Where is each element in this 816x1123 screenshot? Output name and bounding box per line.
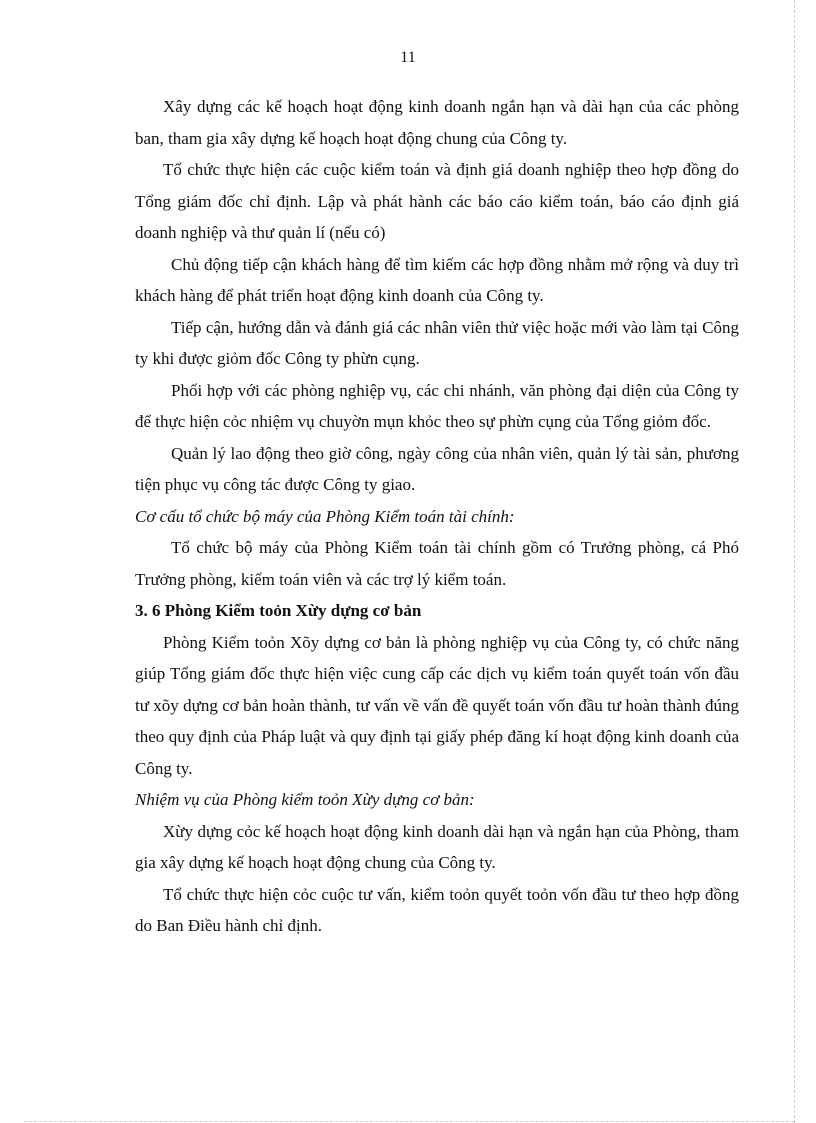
paragraph-5: Phối hợp với các phòng nghiệp vụ, các chi nhánh, văn phòng đại diện của Công ty để thực hiện cỏc nhiệm vụ chuyờn mụn khỏc theo sự phừn cụng của Tổng giỏm đốc. [135,380,739,431]
section-heading-3-6: 3. 6 Phòng Kiểm toỏn Xừy dựng cơ bản [135,601,422,620]
section-subheading-structure: Cơ cấu tổ chức bộ máy của Phòng Kiểm toán tài chính: [135,506,515,526]
page-number: 11 [400,49,416,66]
page-margin-guide-right [794,0,795,1123]
section-subheading-duties: Nhiệm vụ của Phòng kiểm toỏn Xừy dựng cơ bản: [135,790,475,809]
paragraph-3: Chủ động tiếp cận khách hàng để tìm kiếm các hợp đồng nhằm mở rộng và duy trì khách hàng để phát triển hoạt động kinh doanh của Công ty. [135,254,739,305]
document-body [135,91,739,942]
paragraph-1: Xây dựng các kế hoạch hoạt động kinh doanh ngắn hạn và dài hạn của các phòng ban, tham gia xây dựng kế hoạch hoạt động chung của Công ty. [135,97,739,148]
page-margin-guide-bottom [24,1121,794,1122]
paragraph-6: Quản lý lao động theo giờ công, ngày công của nhân viên, quản lý tài sản, phương tiện phục vụ công tác được Công ty giao. [135,443,739,494]
paragraph-9: Xừy dựng cỏc kế hoạch hoạt động kinh doanh dài hạn và ngắn hạn của Phòng, tham gia xây dựng kế hoạch hoạt động chung của Công ty. [135,821,739,872]
paragraph-7: Tổ chức bộ máy của Phòng Kiểm toán tài chính gồm có Trưởng phòng, cá Phó Trưởng phòng, kiểm toán viên và các trợ lý kiểm toán. [135,538,739,589]
paragraph-8: Phòng Kiểm toỏn Xõy dựng cơ bản là phòng nghiệp vụ của Công ty, có chức năng giúp Tổng giám đốc thực hiện việc cung cấp các dịch vụ kiểm toán quyết toán vốn đầu tư xõy dựng cơ bản hoàn thành, tư vấn về vấn đề quyết toán vốn đầu tư hoàn thành đúng theo quy định của Pháp luật và quy định tại giấy phép đăng kí hoạt động kinh doanh của Công ty. [135,632,739,778]
paragraph-2: Tổ chức thực hiện các cuộc kiểm toán và định giá doanh nghiệp theo hợp đồng do Tổng giám đốc chỉ định. Lập và phát hành các báo cáo kiểm toán, báo cáo định giá doanh nghiệp và thư quản lí (nếu có) [135,160,739,242]
paragraph-4: Tiếp cận, hướng dẫn và đánh giá các nhân viên thử việc hoặc mới vào làm tại Công ty khi được giỏm đốc Công ty phừn cụng. [135,317,739,368]
paragraph-10: Tổ chức thực hiện cỏc cuộc tư vấn, kiểm toỏn quyết toỏn vốn đầu tư theo hợp đồng do Ban Điều hành chỉ định. [135,884,739,935]
